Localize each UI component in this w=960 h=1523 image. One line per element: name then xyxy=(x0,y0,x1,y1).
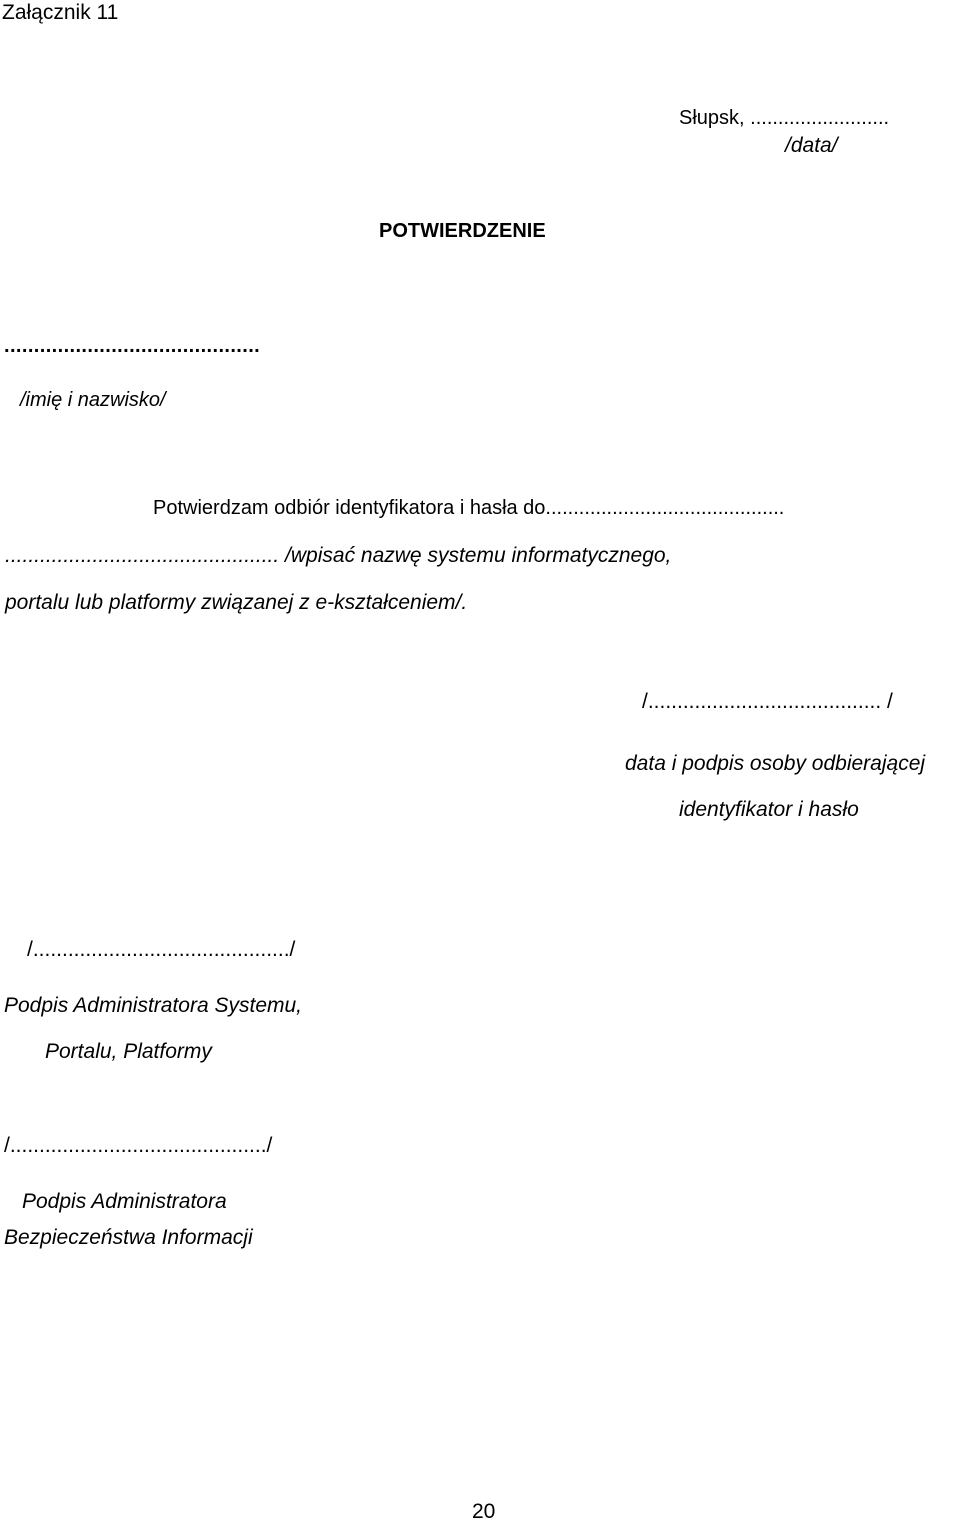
security-admin-caption-1: Podpis Administratora xyxy=(22,1190,227,1213)
date-caption: /data/ xyxy=(785,134,838,157)
recipient-signature-caption-1: data i podpis osoby odbierającej xyxy=(625,752,926,775)
recipient-signature-line: /........................................ / xyxy=(642,690,893,713)
recipient-name-dots: ........................................... xyxy=(4,335,261,357)
attachment-label: Załącznik 11 xyxy=(2,1,119,24)
body-line-3: portalu lub platformy związanej z e-kształceniem/. xyxy=(5,591,468,614)
recipient-signature-caption-2: identyfikator i hasło xyxy=(679,798,859,821)
document-title: POTWIERDZENIE xyxy=(379,220,546,242)
system-admin-caption-1: Podpis Administratora Systemu, xyxy=(4,994,303,1017)
system-admin-caption-2: Portalu, Platformy xyxy=(45,1040,212,1063)
security-admin-signature-line: /............................................/ xyxy=(4,1134,273,1157)
place-date-line: Słupsk, ......................... xyxy=(679,107,890,129)
page-number: 20 xyxy=(472,1500,496,1523)
system-admin-signature-line: /............................................/ xyxy=(27,938,296,961)
body-line-2: ............................................... /wpisać nazwę systemu informatycznego, xyxy=(5,544,672,567)
recipient-name-caption: /imię i nazwisko/ xyxy=(20,389,166,411)
security-admin-caption-2: Bezpieczeństwa Informacji xyxy=(4,1226,253,1249)
body-line-1: Potwierdzam odbiór identyfikatora i hasła do........................................... xyxy=(153,497,785,519)
